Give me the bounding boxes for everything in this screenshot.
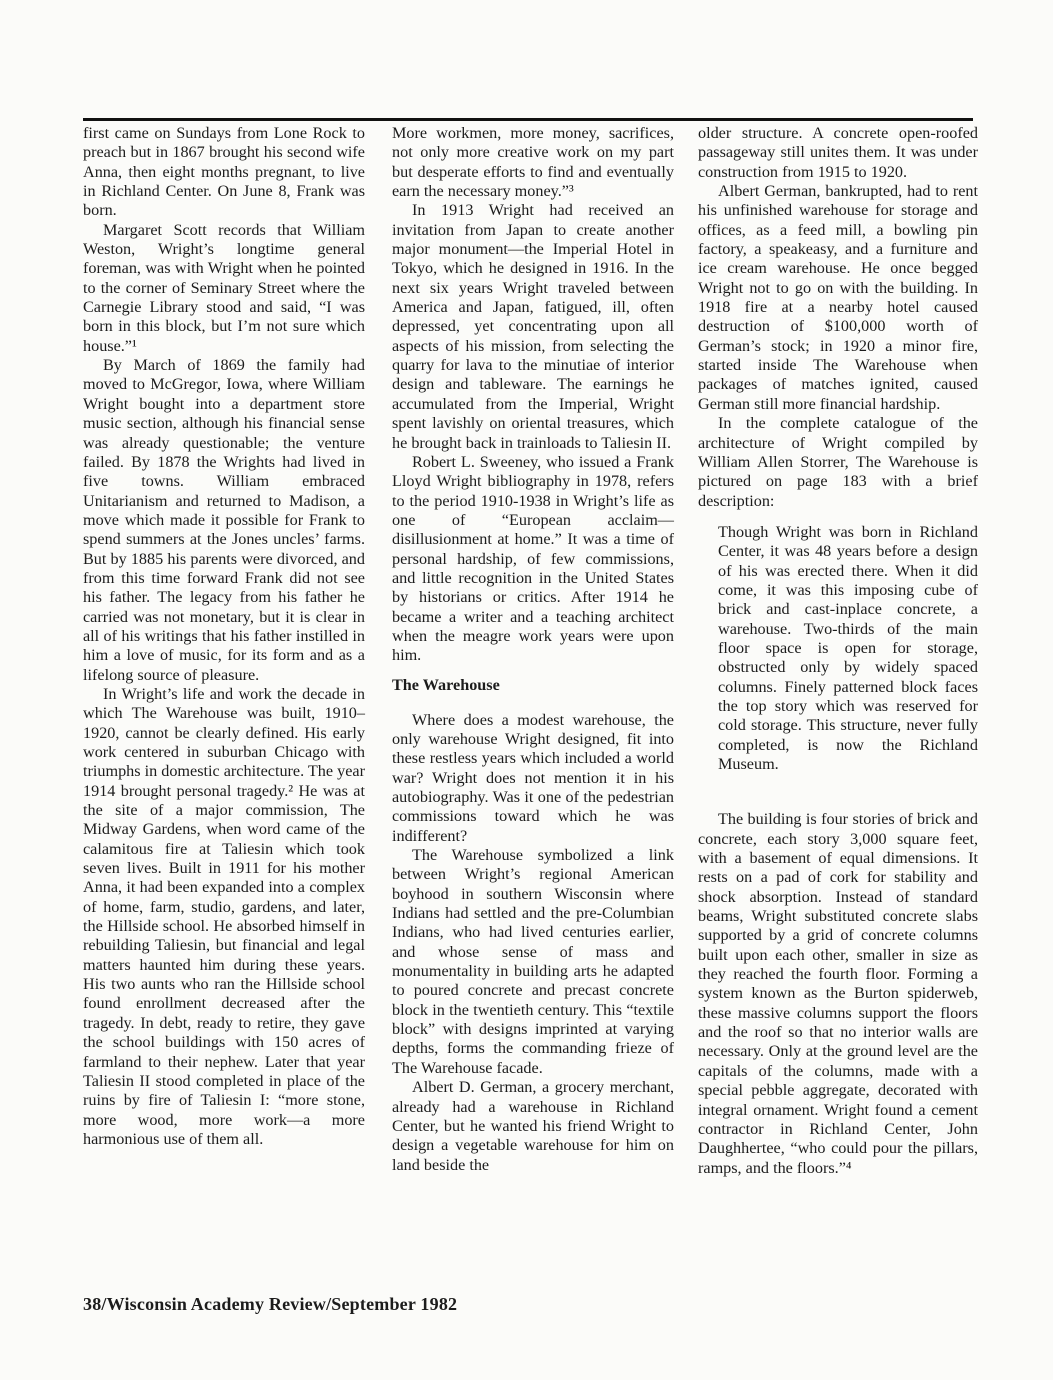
quote-text: Though Wright was born in Richland Center, it was 48 years before a design of his was erected there. When it did come, it was this imposing cube of brick and cast-inplace concrete, a warehouse. Two-thirds of the main floor space is open for storage, obstructed only by widely spaced columns. Finely patterned block faces the top story which was reserved for cold storage. This structure, never fully completed, is now the Richland Museum. xyxy=(718,522,978,773)
paragraph: first came on Sundays from Lone Rock to preach but in 1867 brought his second wife Anna, then eight months pregnant, to live in Richland Center. On June 8, Frank was born. xyxy=(83,124,365,220)
paragraph: older structure. A concrete open-roofed passageway still unites them. It was under construction from 1915 to 1920. xyxy=(698,124,978,181)
paragraph: In the complete catalogue of the architecture of Wright compiled by William Allen Storrer, The Warehouse is pictured on page 183 with a brief description: xyxy=(698,414,978,510)
paragraph: Albert German, bankrupted, had to rent his unfinished warehouse for storage and offices, as a feed mill, a bowling pin factory, a speakeasy, and a furniture and ice cream warehouse. He once begged Wright not to go on with the building. In 1918 fire at a nearby hotel caused destruction of $100,000 worth of German’s stock; in 1920 a minor fire, started inside The Warehouse when packages of matches ignited, caused German still more financial hardship. xyxy=(698,182,978,413)
paragraph: By March of 1869 the family had moved to McGregor, Iowa, where William Wright bought into a department store music section, although his financial sense was already questionable; the venture failed. By 1878 the Wrights had lived in five towns. William embraced Unitarianism and returned to Madison, a move which made it possible for Frank to spend summers at the Jones uncles’ farms. But by 1885 his parents were divorced, and from this time forward Frank did not see his father. The legacy from his father he carried was not monetary, but it is clear in all of his writings that his father instilled in him a love of music, for its form and as a lifelong source of pleasure. xyxy=(83,356,365,684)
page-footer: 38/Wisconsin Academy Review/September 1982 xyxy=(83,1294,458,1314)
text-column-2 xyxy=(392,124,674,1175)
paragraph: The Warehouse symbolized a link between Wright’s regional American boyhood in southern Wisconsin where Indians had settled and the pre-Columbian Indians, who had lived centuries earlier, and whose sense of mass and monumentality in building arts he adapted to poured concrete and precast concrete block in the twentieth century. This “textile block” with designs imprinted at varying depths, forms the commanding frieze of The Warehouse facade. xyxy=(392,846,674,1077)
paragraph: In Wright’s life and work the decade in which The Warehouse was built, 1910–1920, cannot be clearly defined. His early work centered in suburban Chicago with triumphs in domestic architecture. The year 1914 brought personal tragedy.² He was at the site of a major commission, The Midway Gardens, when word came of the calamitous fire at Taliesin which took seven lives. Built in 1911 for his mother Anna, it had been expanded into a complex of home, farm, studio, gardens, and later, the Hillside school. He absorbed himself in rebuilding Taliesin, but financial and legal matters haunted him during these years. His two aunts who ran the Hillside school found enrollment decreased after the tragedy. In debt, ready to retire, they gave the school buildings with 150 acres of farmland to their nephew. Later that year Taliesin II stood completed in place of the ruins by fire of Taliesin I: “more stone, more wood, more work—a more harmonious use of them all. xyxy=(83,684,365,1148)
paragraph: Albert D. German, a grocery merchant, already had a warehouse in Richland Center, but he wanted his friend Wright to design a vegetable warehouse for him on land beside the xyxy=(392,1078,674,1174)
spacer xyxy=(698,774,978,810)
header-rule xyxy=(83,118,973,121)
paragraph: More workmen, more money, sacrifices, not only more creative work on my part but desperate efforts to find and eventually earn the necessary money.”³ xyxy=(392,124,674,201)
paragraph: In 1913 Wright had received an invitation from Japan to create another major monument—the Imperial Hotel in Tokyo, which he designed in 1916. In the next six years Wright traveled between America and Japan, fatigued, ill, often depressed, yet concentrating upon all aspects of his mission, from selecting the quarry for lava to the minutiae of interior design and tableware. The earnings he accumulated from the Imperial, Wright spent lavishly on oriental treasures, which he brought back in trainloads to Taliesin II. xyxy=(392,201,674,452)
paragraph: Robert L. Sweeney, who issued a Frank Lloyd Wright bibliography in 1978, refers to the period 1910-1938 in Wright’s life as one of “European acclaim—disillusionment at home.” It was a time of personal hardship, of few commissions, and little recognition in the United States by historians or critics. After 1914 he became a writer and a teaching architect when the meagre work years were upon him. xyxy=(392,452,674,665)
block-quote xyxy=(718,523,978,774)
paragraph: The building is four stories of brick and concrete, each story 3,000 square feet, with a basement of equal dimensions. It rests on a pad of cork for stability and shock absorption. Instead of standard beams, Wright substituted concrete slabs supported by a grid of concrete columns built upon each other, smaller in size as they reached the fourth floor. Forming a system known as the Burton spiderweb, these massive columns support the floors and the roof so that no interior walls are necessary. Only at the ground level are the capitals of the columns, made with a special pebble aggregate, decorated with integral ornament. Wright found a cement contractor in Richland Center, John Daughhertee, “who could pour the pillars, ramps, and the floors.”⁴ xyxy=(698,810,978,1177)
paragraph: Margaret Scott records that William Weston, Wright’s longtime general foreman, was with Wright when he pointed to the corner of Seminary Street where the Carnegie Library stood and said, “I was born in this block, but I’m not sure which house.”¹ xyxy=(83,220,365,355)
section-heading: The Warehouse xyxy=(392,675,500,694)
text-column-3 xyxy=(698,124,978,1178)
paragraph: Where does a modest warehouse, the only warehouse Wright designed, fit into these restless years which included a world war? Wright does not mention it in his autobiography. Was it one of the pedestrian commissions toward which he was indifferent? xyxy=(392,710,674,845)
text-column-1 xyxy=(83,124,365,1149)
